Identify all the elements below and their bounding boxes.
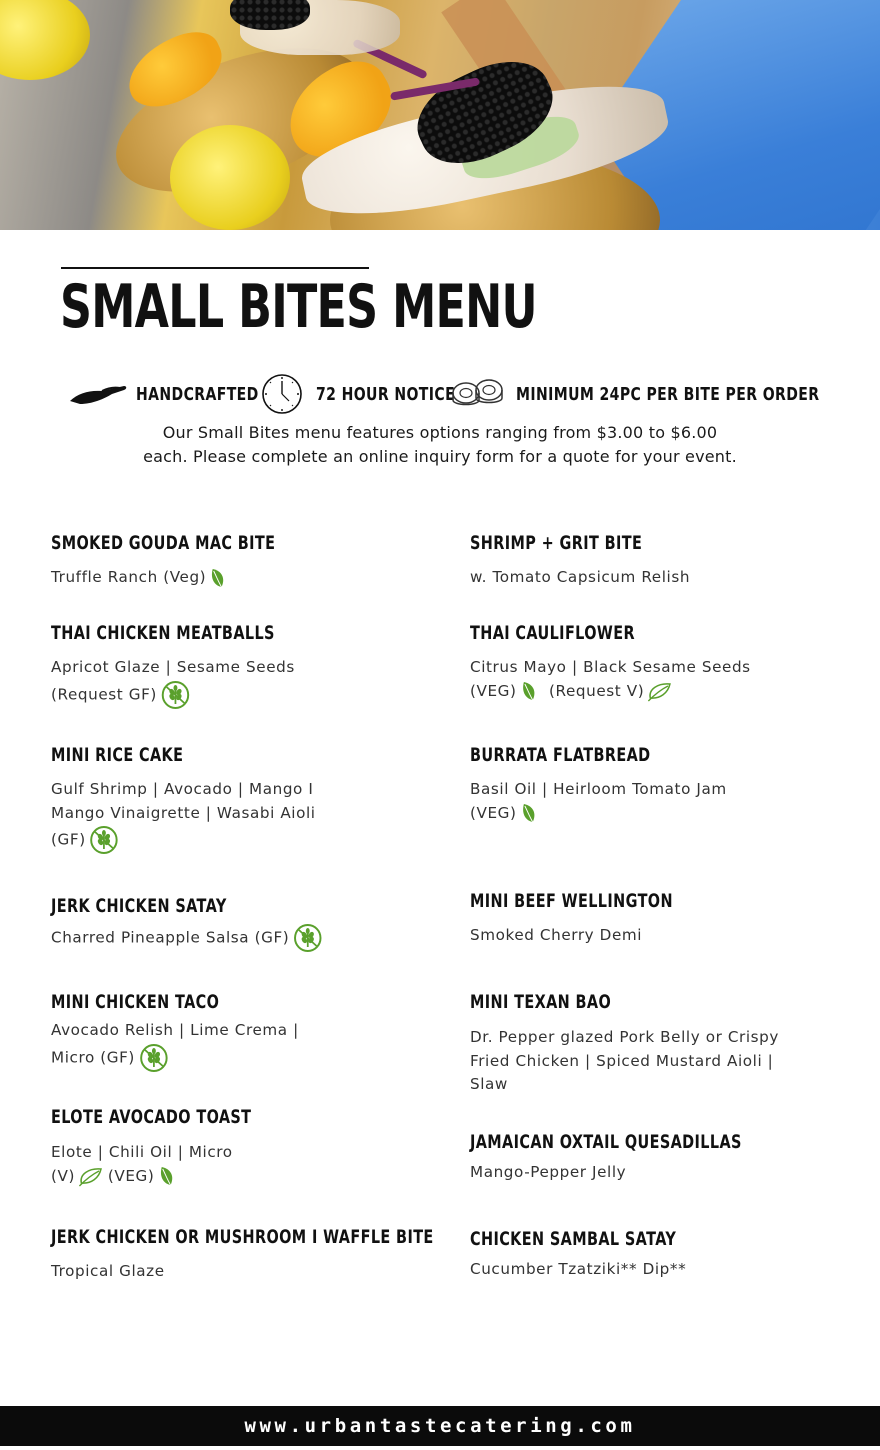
item-name: THAI CHICKEN MEATBALLS xyxy=(51,622,275,644)
desc-line: Mango-Pepper Jelly xyxy=(470,1163,627,1181)
desc-line: Cucumber Tzatziki** Dip** xyxy=(470,1260,687,1278)
desc-line: (Request V) xyxy=(548,681,645,700)
intro-line: each. Please complete an online inquiry form for a quote for your event. xyxy=(143,446,737,466)
menu-item-thai-cauliflower xyxy=(470,620,850,703)
item-description xyxy=(470,566,842,590)
page-title: SMALL BITES MENU xyxy=(60,272,537,342)
desc-line: Fried Chicken | Spiced Mustard Aioli | xyxy=(470,1051,774,1070)
intro-line: Our Small Bites menu features options ranging from $3.00 to $6.00 xyxy=(162,423,718,442)
item-description xyxy=(51,1141,423,1188)
item-name: SHRIMP + GRIT BITE xyxy=(470,532,643,554)
menu-item-thai-meatballs xyxy=(51,620,431,710)
item-name: BURRATA FLATBREAD xyxy=(470,744,651,766)
gluten-free-icon xyxy=(139,1043,168,1073)
desc-line: Dr. Pepper glazed Pork Belly or Crispy xyxy=(470,1028,779,1046)
menu-item-mini-rice-cake xyxy=(51,742,431,855)
item-name: MINI BEEF WELLINGTON xyxy=(470,890,673,912)
desc-line: Basil Oil | Heirloom Tomato Jam xyxy=(470,780,727,798)
menu-item-jerk-satay xyxy=(51,893,431,953)
hand-icon xyxy=(68,379,128,409)
desc-line: Mango Vinaigrette | Wasabi Aioli xyxy=(51,803,316,822)
lemon-wedge xyxy=(170,125,290,230)
item-description xyxy=(470,1026,862,1097)
menu-item-beef-wellington xyxy=(470,888,850,948)
item-name: SMOKED GOUDA MAC BITE xyxy=(51,532,276,554)
menu-item-sambal-satay xyxy=(470,1226,850,1282)
gluten-free-icon xyxy=(90,825,119,855)
desc-line: Gulf Shrimp | Avocado | Mango I xyxy=(51,780,314,798)
footer-bar xyxy=(0,1406,880,1446)
title-rule xyxy=(61,267,369,269)
desc-line: Avocado Relish | Lime Crema | xyxy=(51,1021,299,1039)
menu-item-texan-bao xyxy=(470,989,870,1097)
item-name: JERK CHICKEN OR MUSHROOM I WAFFLE BITE xyxy=(51,1226,434,1248)
desc-line: Citrus Mayo | Black Sesame Seeds xyxy=(470,658,751,676)
desc-line: Tropical Glaze xyxy=(51,1262,165,1280)
feature-label: HANDCRAFTED xyxy=(136,383,259,405)
item-description xyxy=(51,923,423,953)
item-name: THAI CAULIFLOWER xyxy=(470,622,635,644)
item-name: MINI CHICKEN TACO xyxy=(51,991,220,1013)
desc-line: (V) xyxy=(51,1166,76,1185)
menu-item-chicken-taco xyxy=(51,989,431,1073)
desc-line: Smoked Cherry Demi xyxy=(470,926,643,944)
feature-minimum xyxy=(450,374,880,414)
vegan-leaf-icon xyxy=(77,1165,102,1187)
desc-line: (GF) xyxy=(51,830,86,849)
item-name: JERK CHICKEN SATAY xyxy=(51,895,227,917)
intro-text xyxy=(60,421,820,468)
item-description xyxy=(51,778,423,855)
leaf-icon xyxy=(208,567,228,589)
desc-line: (VEG) xyxy=(470,803,517,822)
leaf-icon xyxy=(519,680,539,702)
menu-item-oxtail xyxy=(470,1129,850,1185)
item-description xyxy=(51,1260,443,1284)
gluten-free-icon xyxy=(161,680,190,710)
desc-line: w. Tomato Capsicum Relish xyxy=(470,568,691,586)
menu-item-elote-toast xyxy=(51,1104,431,1188)
item-description xyxy=(470,1161,842,1185)
menu-item-waffle-bite xyxy=(51,1224,451,1284)
desc-line: Micro (GF) xyxy=(51,1048,135,1066)
item-description xyxy=(470,656,842,703)
item-description xyxy=(470,924,842,948)
leaf-icon xyxy=(519,802,539,824)
desc-line: Charred Pineapple Salsa (GF) xyxy=(51,928,290,947)
leaf-icon xyxy=(156,1165,176,1187)
item-name: JAMAICAN OXTAIL QUESADILLAS xyxy=(470,1131,742,1153)
desc-line: Elote | Chili Oil | Micro xyxy=(51,1143,233,1161)
desc-line: Truffle Ranch (Veg) xyxy=(51,568,207,586)
desc-line: (Request GF) xyxy=(51,685,157,703)
item-name: CHICKEN SAMBAL SATAY xyxy=(470,1228,677,1250)
item-description xyxy=(470,778,842,825)
gluten-free-icon xyxy=(293,923,322,953)
sushi-roll-icon xyxy=(450,376,506,412)
menu-item-shrimp-grit xyxy=(470,530,850,590)
desc-line: (VEG) xyxy=(470,681,517,700)
desc-line: (VEG) xyxy=(107,1166,155,1185)
item-description xyxy=(51,1019,423,1073)
item-description xyxy=(51,656,423,710)
desc-line: Apricot Glaze | Sesame Seeds xyxy=(51,658,295,676)
item-name: MINI RICE CAKE xyxy=(51,744,184,766)
lemon-slice xyxy=(0,0,90,80)
website-link[interactable]: www.urbantastecatering.com xyxy=(244,1415,636,1437)
menu-item-smoked-gouda xyxy=(51,530,431,590)
menu-item-burrata xyxy=(470,742,850,825)
clock-icon xyxy=(260,373,304,415)
item-name: MINI TEXAN BAO xyxy=(470,991,612,1013)
feature-label: 72 HOUR NOTICE xyxy=(316,383,456,405)
item-name: ELOTE AVOCADO TOAST xyxy=(51,1106,252,1128)
item-description xyxy=(470,1258,842,1282)
item-description xyxy=(51,566,423,590)
vegan-leaf-icon xyxy=(646,680,671,702)
feature-label: MINIMUM 24PC PER BITE PER ORDER xyxy=(516,383,820,405)
desc-line: Slaw xyxy=(470,1075,508,1093)
hero-food-photo xyxy=(0,0,880,230)
